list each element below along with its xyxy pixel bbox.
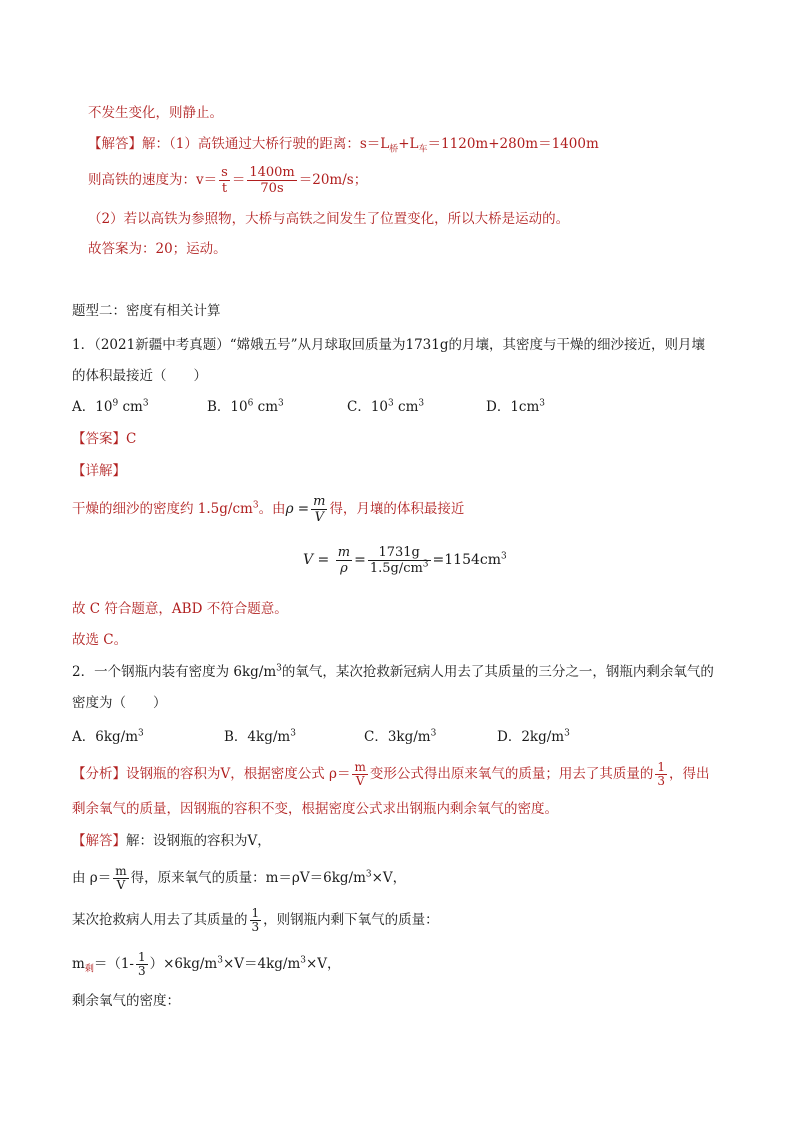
frac-s-over-t bbox=[219, 165, 230, 196]
part2-text: （2）若以高铁为参照物，大桥与高铁之间发生了位置变化，所以大桥是运动的。 bbox=[88, 211, 570, 227]
q2-solution-line2 bbox=[72, 862, 406, 894]
den-text: 1.5g/cm bbox=[369, 560, 423, 576]
prev-answer-line bbox=[88, 135, 599, 153]
cube: 3 bbox=[539, 398, 546, 409]
solution-text: m bbox=[72, 956, 85, 972]
cube: 3 bbox=[138, 728, 144, 739]
option-a-text: A．10 bbox=[72, 399, 113, 415]
cube: 3 bbox=[278, 398, 284, 409]
q1-option-c bbox=[347, 398, 424, 416]
solution-text: 由 ρ＝ bbox=[72, 870, 112, 886]
speed-result: ＝20m/s； bbox=[298, 172, 368, 188]
q1-choice bbox=[72, 631, 127, 649]
q1-line1 bbox=[72, 336, 705, 354]
choice-text: 故选 C。 bbox=[72, 632, 128, 648]
frac-one-third bbox=[250, 907, 262, 934]
analysis-text2: 剩余氧气的质量，因钢瓶的容积不变，根据密度公式求出钢瓶内剩余氧气的密度。 bbox=[72, 801, 558, 817]
frac-den: t bbox=[221, 181, 228, 196]
solution-text: ＝（1- bbox=[93, 956, 134, 972]
cube: 3 bbox=[290, 728, 296, 739]
detail-tag: 【详解】 bbox=[72, 463, 126, 479]
q1-detail-tag bbox=[72, 462, 126, 480]
exp-text: 干燥的细沙的密度约 1.5g/cm bbox=[72, 501, 253, 517]
answer-tag: 【解答】 bbox=[88, 136, 142, 152]
option-b-text: B．4kg/m bbox=[224, 729, 291, 745]
frac-den: ρ bbox=[340, 560, 348, 576]
cube: 3 bbox=[418, 398, 425, 409]
cube: 3 bbox=[252, 500, 259, 511]
q2-option-b bbox=[224, 728, 296, 746]
unit: cm bbox=[118, 399, 143, 415]
solution-text: 得，原来氧气的质量：m＝ρV＝6kg/m bbox=[130, 870, 366, 886]
frac-den: 3 bbox=[251, 920, 260, 934]
cube: 3 bbox=[276, 663, 282, 674]
formula-v: V = bbox=[303, 552, 330, 568]
solution-text: ×V， bbox=[306, 956, 341, 972]
exp-text: 。由 bbox=[258, 501, 286, 517]
exp: 6 bbox=[247, 398, 254, 409]
frac-num: 1 bbox=[657, 760, 666, 774]
q1-line2 bbox=[72, 367, 207, 385]
q1-volume-formula bbox=[303, 540, 507, 580]
q2-solution-line5 bbox=[72, 992, 180, 1010]
unit: cm bbox=[393, 399, 419, 415]
subscript-bridge: 桥 bbox=[389, 144, 399, 155]
frac-num: m bbox=[115, 864, 127, 878]
frac-den: 70s bbox=[260, 181, 284, 196]
q1-option-b bbox=[207, 398, 284, 416]
frac-1400-over-70 bbox=[247, 165, 296, 196]
q1-answer bbox=[72, 430, 136, 448]
solution-text: 解：设钢瓶的容积为V， bbox=[126, 833, 271, 849]
q1-text: 1．（2021新疆中考真题）“嫦娥五号”从月球取回质量为1731g的月壤，其密度与干燥的细沙接近，则月壤 bbox=[72, 337, 705, 353]
q2-option-c bbox=[364, 728, 436, 746]
section-title-text: 题型二：密度有相关计算 bbox=[72, 303, 221, 319]
option-c-text: C．3kg/m bbox=[364, 729, 431, 745]
frac-num: m bbox=[354, 760, 366, 774]
prev-speed-line bbox=[88, 163, 367, 197]
q2-text: 2．一个钢瓶内装有密度为 6kg/m bbox=[72, 664, 277, 680]
option-d-text: D．2kg/m bbox=[497, 729, 565, 745]
cube: 3 bbox=[430, 728, 437, 739]
frac-num: 1 bbox=[137, 950, 146, 964]
exp-text: 得，月壤的体积最接近 bbox=[329, 501, 465, 517]
frac-num: 1731g bbox=[368, 545, 431, 561]
conclusion-text: 故 C 符合题意，ABD 不符合题意。 bbox=[72, 601, 288, 617]
subscript-remaining: 剩 bbox=[84, 964, 94, 975]
frac-m-over-rho bbox=[336, 545, 352, 576]
answer-text: 解：（1）高铁通过大桥行驶的距离：s＝L bbox=[142, 136, 390, 152]
rho-eq: ρ = bbox=[285, 501, 310, 517]
q2-text: 的氧气，某次抢救新冠病人用去了其质量的三分之一，钢瓶内剩余氧气的 bbox=[281, 664, 714, 680]
option-b-text: B．10 bbox=[207, 399, 248, 415]
frac-den: V bbox=[116, 878, 126, 892]
frac-num: m bbox=[337, 544, 351, 560]
frac-one-third bbox=[136, 951, 148, 978]
frac-num: 1400m bbox=[249, 165, 295, 180]
q1-conclusion bbox=[72, 600, 288, 618]
option-a-text: A．6kg/m bbox=[72, 729, 139, 745]
final-answer-text: 故答案为：20；运动。 bbox=[88, 241, 227, 257]
q2-text2: 密度为（ ） bbox=[72, 695, 167, 711]
cube: 3 bbox=[564, 728, 570, 739]
frac-m-over-v bbox=[352, 761, 367, 788]
frac-m-over-v bbox=[311, 494, 327, 525]
frac-one-third bbox=[655, 761, 667, 788]
subscript-car: 车 bbox=[418, 144, 428, 155]
prev-part2 bbox=[88, 210, 569, 228]
solution-text: ×V＝4kg/m bbox=[222, 956, 301, 972]
unit: cm bbox=[253, 399, 278, 415]
frac-num: s bbox=[221, 165, 228, 180]
exp: 3 bbox=[388, 398, 394, 409]
prev-final bbox=[88, 240, 227, 258]
prev-static-text: 不发生变化，则静止。 bbox=[88, 105, 223, 121]
exp: 9 bbox=[112, 398, 119, 409]
frac-num: 1 bbox=[251, 906, 260, 920]
q2-line2 bbox=[72, 694, 167, 712]
analysis-text: ，得出 bbox=[669, 766, 710, 782]
answer-text: 【答案】C bbox=[72, 431, 137, 447]
frac-den: V bbox=[355, 774, 365, 788]
cube: 3 bbox=[365, 869, 372, 880]
analysis-text: 变形公式得出原来氧气的质量；用去了其质量的 bbox=[369, 766, 654, 782]
q2-line1 bbox=[72, 663, 714, 681]
q2-option-a bbox=[72, 728, 144, 746]
frac-num: m bbox=[313, 494, 326, 509]
equals: ＝ bbox=[231, 172, 246, 188]
q2-solution-line3 bbox=[72, 904, 439, 936]
cube: 3 bbox=[422, 559, 429, 570]
cube: 3 bbox=[300, 955, 306, 966]
cube: 3 bbox=[501, 551, 507, 562]
q1-text2: 的体积最接近（ ） bbox=[72, 368, 207, 384]
speed-prefix: 则高铁的速度为：v＝ bbox=[88, 172, 218, 188]
solution-text: 某次抢救病人用去了其质量的 bbox=[72, 912, 248, 928]
q1-option-a bbox=[72, 398, 149, 416]
solution-text: ×V， bbox=[371, 870, 407, 886]
q2-analysis-line2 bbox=[72, 800, 558, 818]
solution-text: 剩余氧气的密度： bbox=[72, 993, 180, 1009]
q2-option-d bbox=[497, 728, 570, 746]
frac-den: 3 bbox=[657, 774, 666, 788]
equals: = bbox=[354, 552, 366, 568]
section-title bbox=[72, 302, 221, 320]
frac-den bbox=[368, 561, 431, 576]
frac-1731-over-1.5 bbox=[368, 545, 431, 576]
q2-analysis-line1 bbox=[72, 758, 710, 790]
solution-tag: 【解答】 bbox=[72, 833, 126, 849]
prev-line-static bbox=[88, 104, 223, 122]
analysis-tag: 【分析】 bbox=[72, 766, 126, 782]
formula-result: =1154cm bbox=[432, 552, 502, 568]
option-c-text: C．10 bbox=[347, 399, 389, 415]
q2-solution-line1 bbox=[72, 832, 271, 850]
frac-m-over-v bbox=[113, 865, 128, 892]
solution-text: ，则钢瓶内剩下氧气的质量： bbox=[263, 912, 439, 928]
q2-solution-line4 bbox=[72, 948, 341, 980]
analysis-text: 设钢瓶的容积为V，根据密度公式 ρ＝ bbox=[126, 766, 351, 782]
q1-explanation bbox=[72, 494, 464, 525]
option-d-text: D．1cm bbox=[486, 399, 540, 415]
answer-result: ＝1120m+280m＝1400m bbox=[427, 136, 599, 152]
solution-text: ）×6kg/m bbox=[149, 956, 218, 972]
cube: 3 bbox=[217, 955, 223, 966]
q1-option-d bbox=[486, 398, 545, 416]
frac-den: 3 bbox=[137, 964, 146, 978]
cube: 3 bbox=[142, 398, 149, 409]
plus-l: +L bbox=[398, 136, 419, 152]
frac-den: V bbox=[314, 510, 324, 525]
